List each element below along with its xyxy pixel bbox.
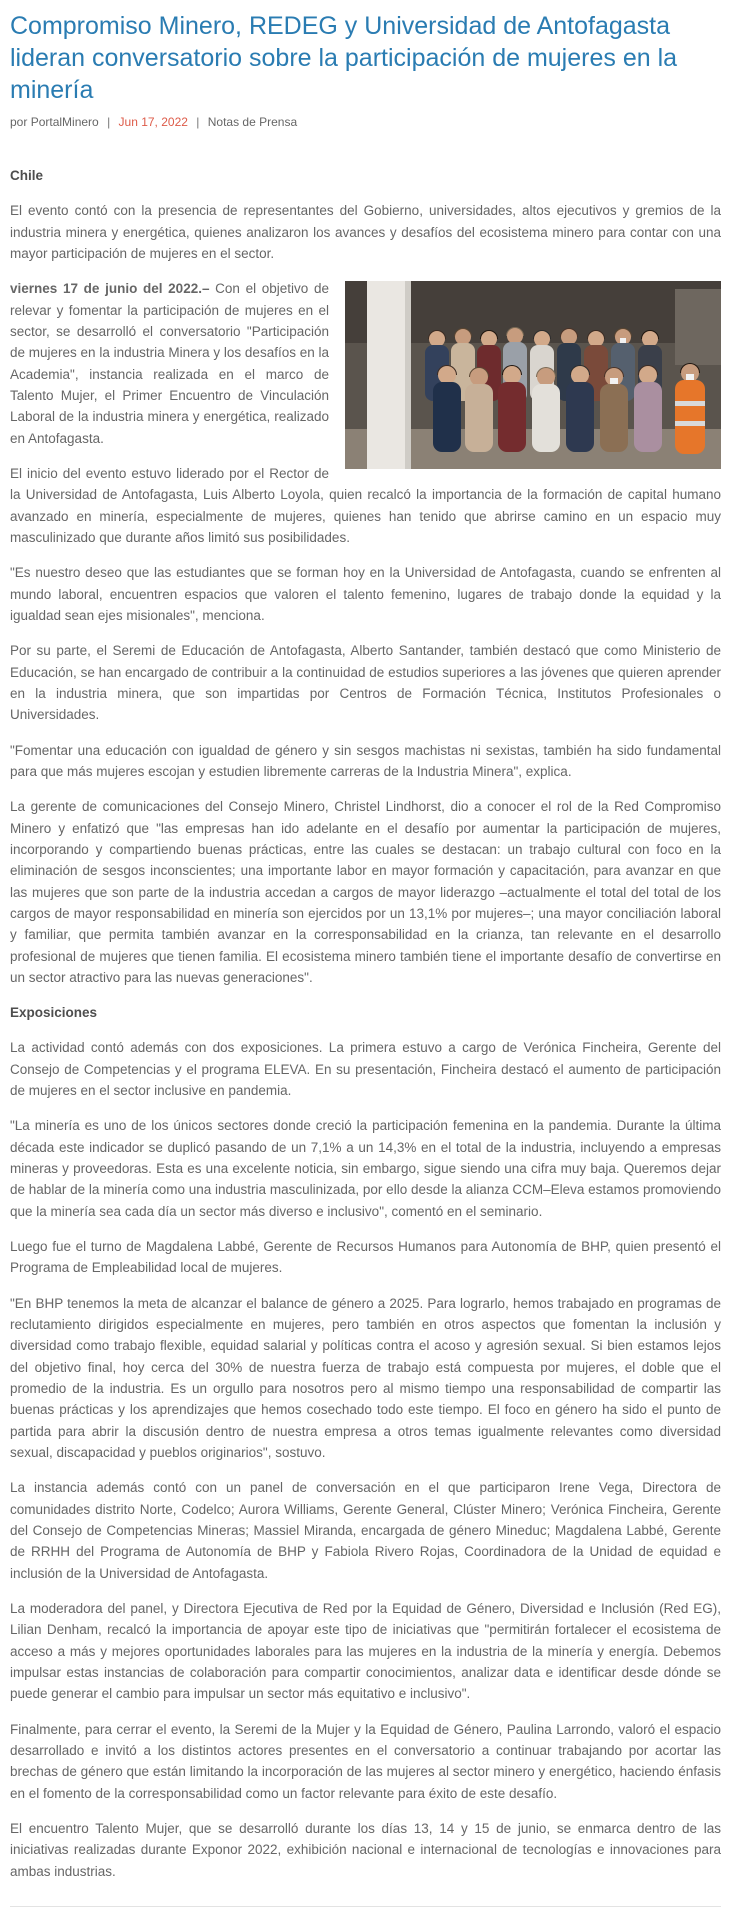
paragraph-cierre: Finalmente, para cerrar el evento, la Seremi de la Mujer y la Equidad de Género, Paulina Larrondo, valoró el espacio desarrollado e invitó a los distintos actores presentes en el conversatorio a continuar trabajando por acortar las brechas de género que están limitando la incorporación de las mujeres al sector minero y energético, haciendo énfasis en el fomento de la corresponsabilidad como un factor relevante para éxito de este desafío. xyxy=(10,1721,721,1801)
paragraph-quote-bhp: "En BHP tenemos la meta de alcanzar el balance de género a 2025. Para lograrlo, hemos trabajado en programas de reclutamiento dirigidos especialmente en mujeres, pero también en otros aspectos que fomentan la inclusión y diversidad como trabajo flexible, equidad salarial y políticas contra el acoso y agresión sexual. Si bien estamos lejos del objetivo final, hoy cerca del 30% de nuestra fuerza de trabajo está compuesta por mujeres, el doble que el promedio de la industria. Es un orgullo para nosotros pero al mismo tiempo una responsabilidad de compartir las buenas prácticas y los aprendizajes que hemos cosechado todo este tiempo. El foco en género ha sido el punto de partida para abrir la discusión dentro de nuestra empresa a otros temas igualmente relevantes como diversidad sexual, discapacidad y pueblos originarios", sostuvo. xyxy=(10,1295,721,1461)
section-heading-exposiciones: Exposiciones xyxy=(10,1005,98,1021)
bottom-divider xyxy=(10,1906,721,1907)
page-title: Compromiso Minero, REDEG y Universidad de Antofagasta lideran conversatorio sobre la participación de mujeres en la minería xyxy=(10,12,678,104)
paragraph-exposiciones-intro: La actividad contó además con dos exposiciones. La primera estuvo a cargo de Verónica Fincheira, Gerente del Consejo de Competencias y el programa ELEVA. En su presentación, Fincheira destacó el aumento de participación de mujeres en el sector inclusive en pandemia. xyxy=(10,1040,721,1099)
byline-prefix: por xyxy=(10,115,28,129)
paragraph-talento-mujer: El encuentro Talento Mujer, que se desarrolló durante los días 13, 14 y 15 de junio, se enmarca dentro de las iniciativas realizadas durante Exponor 2022, exhibición nacional e internacional de tecnologías e innovaciones para ambas industrias. xyxy=(10,1820,721,1879)
byline-separator: | xyxy=(107,115,111,129)
date-lead: viernes 17 de junio del 2022.– xyxy=(10,281,210,297)
news-article xyxy=(10,10,721,1907)
paragraph-consejo-minero: La gerente de comunicaciones del Consejo Minero, Christel Lindhorst, dio a conocer el rol de la Red Compromiso Minero y enfatizó que "las empresas han ido adelante en el desafío por aumentar la participación de mujeres, incorporando y compartiendo buenas prácticas, entre las cuales se destacan: un trabajo cultural con foco en la eliminación de sesgos inconscientes; una importante labor en mayor formación y capacitación, para avanzar en que las mujeres que son parte de la industria accedan a cargos de mayor liderazgo –actualmente el total del total de los cargos de mayor responsabilidad en minería son ejercidos por un 13,1% por mujeres–; una mayor conciliación laboral y familiar, que permita también avanzar en la corresponsabilidad en la crianza, tan relevante en el desarrollo profesional de mujeres que tienen familia. El ecosistema minero también tiene el importante desafío de convertirse en un sector atractivo para las nuevas generaciones". xyxy=(10,799,721,985)
publish-date: Jun 17, 2022 xyxy=(118,115,188,129)
byline-separator: | xyxy=(196,115,200,129)
paragraph-quote-fincheira: "La minería es uno de los únicos sectores donde creció la participación femenina en la pandemia. Durante la última década este indicador se duplicó pasando de un 7,1% a un 14,3% en el total de la industria, incluyendo a empresas mineras y proveedoras. Esta es una excelente noticia, sin embargo, sigue siendo una cifra muy baja. Queremos dejar de hablar de la minería como una industria masculinizada, por ello desde la alianza CCM–Eleva estamos promoviendo que la minería sea cada día un sector más diverso e inclusivo", comentó en el seminario. xyxy=(10,1118,721,1219)
paragraph-rector: El inicio del evento estuvo liderado por el Rector de la Universidad de Antofagasta, Luis Alberto Loyola, quien recalcó la importancia de la formación de capital humano avanzado en minería, especialmente de mujeres, quienes han tenido que abrirse camino en un espacio muy masculinizado que durante años limitó sus posibilidades. xyxy=(10,465,721,545)
paragraph-seremi-educacion: Por su parte, el Seremi de Educación de Antofagasta, Alberto Santander, también destacó que como Ministerio de Educación, se han encargado de contribuir a la continuidad de estudios superiores a las jóvenes que quieren aprender en la industria minera, que son impartidas por Centros de Formación Técnica, Institutos Profesionales o Universidades. xyxy=(10,643,721,723)
paragraph-text: Con el objetivo de relevar y fomentar la participación de mujeres en el sector, se desarrolló el conversatorio "Participación de mujeres en la industria Minera y los desafíos en la Academia", instancia realizada en el marco de Talento Mujer, el Primer Encuentro de Vinculación Laboral de la industria minera y energética, realizado en Antofagasta. xyxy=(10,281,330,446)
intro-paragraph: El evento contó con la presencia de representantes del Gobierno, universidades, altos ejecutivos y gremios de la industria minera y energética, quienes analizaron los avances y desafíos del ecosistema minero para contar con una mayor participación de mujeres en el sector. xyxy=(10,203,721,261)
article-body xyxy=(10,165,721,1907)
category-link[interactable]: Notas de Prensa xyxy=(207,115,298,129)
event-photo xyxy=(345,281,721,469)
byline xyxy=(10,115,721,129)
paragraph-moderadora: La moderadora del panel, y Directora Ejecutiva de Red por la Equidad de Género, Diversidad e Inclusión (Red EG), Lilian Denham, recalcó la importancia de apoyar este tipo de iniciativas que "permitirán fortalecer el ecosistema de acceso a más y mejores oportunidades laborales para las mujeres en la industria de la minería y energía. Debemos impulsar estas instancias de colaboración para compartir conocimientos, analizar data e identificar desde dónde se puede generar el cambio para impulsar un sector más equitativo e inclusivo". xyxy=(10,1601,721,1702)
paragraph-panel: La instancia además contó con un panel de conversación en el que participaron Irene Vega, Directora de comunidades distrito Norte, Codelco; Aurora Williams, Gerente General, Clúster Minero; Verónica Fincheira, Gerente del Consejo de Competencias Mineras; Massiel Miranda, encargada de género Mineduc; Magdalena Labbé, Gerente de RRHH del Programa de Autonomía de BHP y Fabiola Rivero Rojas, Coordinadora de la Unidad de equidad e inclusión de la Universidad de Antofagasta. xyxy=(10,1480,721,1581)
group-photo-graphic xyxy=(345,281,721,469)
paragraph-quote-seremi: "Fomentar una educación con igualdad de género y sin sesgos machistas ni sexistas, también ha sido fundamental para que más mujeres escojan y estudien libremente carreras de la Industria Minera", explica. xyxy=(10,742,721,779)
paragraph-quote-rector: "Es nuestro deseo que las estudiantes que se forman hoy en la Universidad de Antofagasta, cuando se enfrenten al mundo laboral, encuentren espacios que valoren el talento femenino, lugares de trabajo donde la equidad y la igualdad sean ejes misionales", menciona. xyxy=(10,565,721,623)
paragraph-labbe: Luego fue el turno de Magdalena Labbé, Gerente de Recursos Humanos para Autonomía de BHP, quien presentó el Programa de Empleabilidad local de mujeres. xyxy=(10,1239,721,1276)
country-heading: Chile xyxy=(10,168,44,183)
author-link[interactable]: PortalMinero xyxy=(30,115,99,129)
